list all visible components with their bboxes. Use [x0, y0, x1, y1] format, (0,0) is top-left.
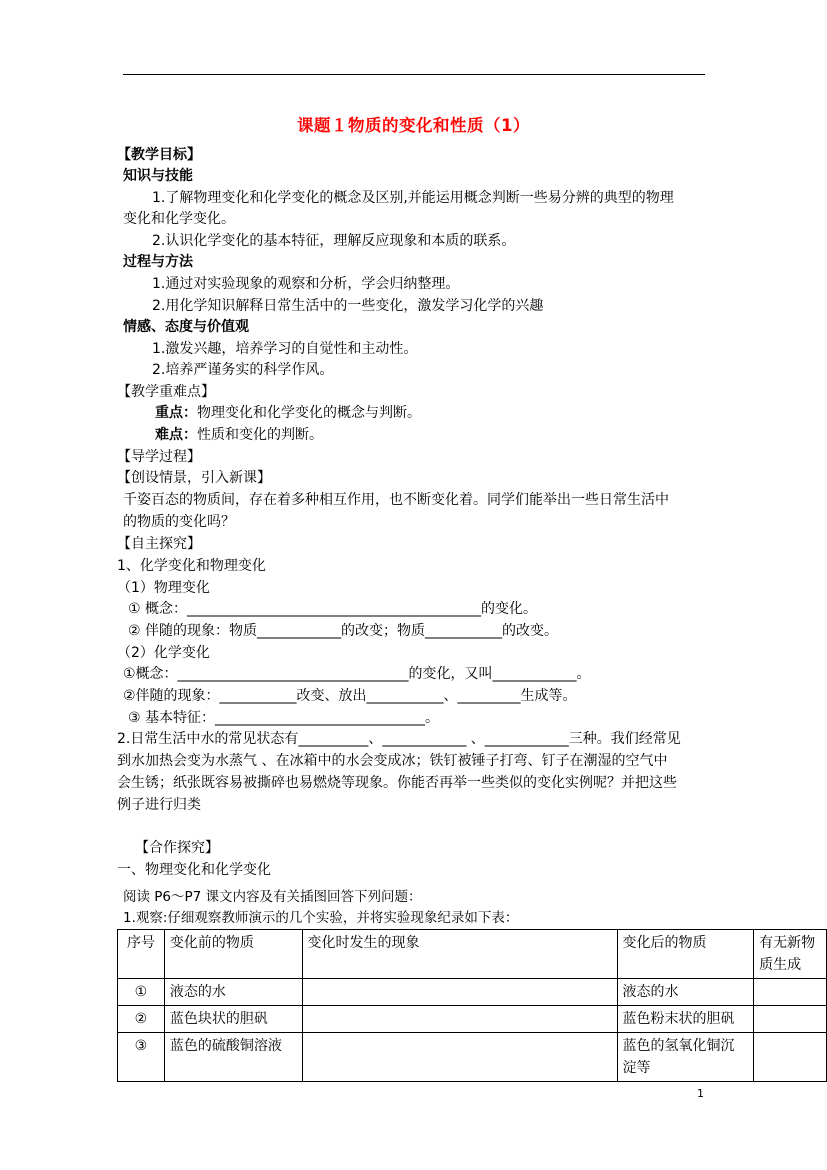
table-row [118, 1033, 827, 1082]
cooperative-heading: 【合作探究】 [135, 840, 219, 856]
page-number: 1 [697, 1087, 704, 1100]
table-header-cell: 变化前的物质 [164, 930, 302, 979]
page-title: 课题１物质的变化和性质（1） [297, 116, 530, 135]
keypoints-heading: 【教学重难点】 [117, 384, 215, 400]
table-cell: 蓝色的氢氧化铜沉淀等 [617, 1033, 754, 1082]
paragraph-line: 1.了解物理变化和化学变化的概念及区别,并能运用概念判断一些易分辨的典型的物理 [152, 190, 674, 206]
table-cell: 液态的水 [164, 979, 302, 1006]
chemical-change-heading: （2）化学变化 [117, 645, 210, 661]
table-cell[interactable] [302, 1033, 617, 1082]
table-cell[interactable] [754, 1033, 827, 1082]
difficulty-text: 性质和变化的判断。 [197, 427, 323, 443]
paragraph-line: 1.通过对实验现象的观察和分析，学会归纳整理。 [152, 276, 460, 292]
goals-heading: 【教学目标】 [117, 147, 201, 163]
table-header-cell: 变化后的物质 [617, 930, 754, 979]
key-label: 重点： [155, 405, 197, 421]
table-cell: 蓝色块状的胆矾 [164, 1006, 302, 1033]
difficulty-label: 难点： [155, 427, 197, 443]
table-cell: ③ [118, 1033, 165, 1082]
paragraph-line: 2.用化学知识解释日常生活中的一些变化，激发学习化学的兴趣 [152, 298, 544, 314]
table-cell: 液态的水 [617, 979, 754, 1006]
paragraph-line: 1.观察:仔细观察教师演示的几个实验，并将实验现象纪录如下表： [123, 910, 519, 926]
fill-blank-line: ① 概念：__________________________________________的变化。 [128, 601, 538, 617]
guide-heading: 【导学过程】 [117, 449, 201, 465]
table-header-cell: 序号 [118, 930, 165, 979]
paragraph-line: 1.激发兴趣，培养学习的自觉性和主动性。 [152, 341, 418, 357]
paragraph-line: 千姿百态的物质间，存在着多种相互作用，也不断变化着。同学们能举出一些日常生活中 [123, 492, 669, 508]
fill-blank-line: ③ 基本特征：______________________________。 [128, 710, 440, 726]
paragraph-line: 阅读 P6～P7 课文内容及有关插图回答下列问题： [123, 889, 422, 905]
intro-heading: 【创设情景，引入新课】 [117, 470, 271, 486]
self-study-heading: 【自主探究】 [117, 536, 201, 552]
paragraph-line: 会生锈；纸张既容易被撕碎也易燃烧等现象。你能否再举一些类似的变化实例呢？并把这些 [117, 775, 677, 791]
key-point-line [155, 403, 421, 423]
table-row [118, 1006, 827, 1033]
table-cell[interactable] [302, 1006, 617, 1033]
paragraph-line: 2.培养严谨务实的科学作风。 [152, 362, 334, 378]
difficulty-line [155, 425, 323, 445]
paragraph-line: 2.日常生活中水的常见状态有__________、____________ 、____________三种。我们经常见 [117, 731, 681, 747]
observation-table [117, 929, 827, 1082]
paragraph-line: 变化和化学变化。 [123, 211, 235, 227]
table-cell[interactable] [754, 1006, 827, 1033]
paragraph-line: 2.认识化学变化的基本特征，理解反应现象和本质的联系。 [152, 233, 516, 249]
paragraph-line: 1、化学变化和物理变化 [117, 558, 266, 574]
table-header-row [118, 930, 827, 979]
paragraph-line: 一、物理变化和化学变化 [117, 862, 271, 878]
table-cell[interactable] [302, 979, 617, 1006]
table-cell: ① [118, 979, 165, 1006]
paragraph-line: 的物质的变化吗？ [123, 514, 235, 530]
paragraph-line: 例子进行归类 [117, 797, 201, 813]
physical-change-heading: （1）物理变化 [117, 580, 210, 596]
fill-blank-line: ② 伴随的现象：物质____________的改变；物质___________的改变。 [128, 623, 558, 639]
fill-blank-line: ①概念：_________________________________的变化，又叫____________。 [123, 666, 591, 682]
table-header-cell: 有无新物质生成 [754, 930, 827, 979]
skills-heading: 知识与技能 [123, 168, 193, 184]
key-text: 物理变化和化学变化的概念与判断。 [197, 405, 421, 421]
table-cell: 蓝色的硫酸铜溶液 [164, 1033, 302, 1082]
table-header-cell: 变化时发生的现象 [302, 930, 617, 979]
process-heading: 过程与方法 [123, 254, 193, 270]
fill-blank-line: ②伴随的现象：___________改变、放出___________、_________生成等。 [123, 688, 577, 704]
table-cell: 蓝色粉末状的胆矾 [617, 1006, 754, 1033]
paragraph-line: 到水加热会变为水蒸气 、在冰箱中的水会变成冰；铁钉被锤子打弯、钉子在潮湿的空气中 [117, 753, 668, 769]
attitude-heading: 情感、态度与价值观 [123, 319, 249, 335]
table-cell[interactable] [754, 979, 827, 1006]
table-cell: ② [118, 1006, 165, 1033]
header-rule [123, 74, 705, 75]
table-row [118, 979, 827, 1006]
